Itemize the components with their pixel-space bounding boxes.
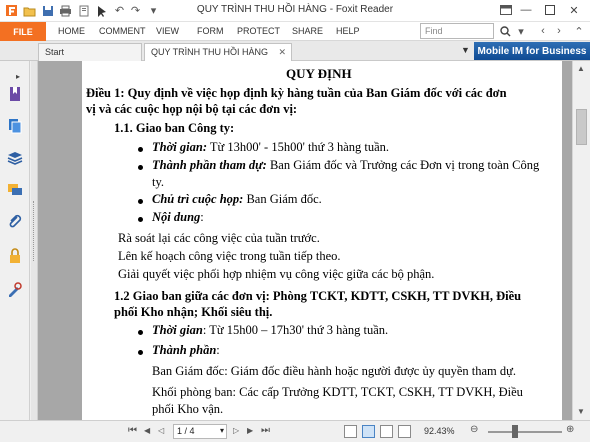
minimize-button[interactable]: —: [520, 4, 532, 16]
s2-line3: phối Kho vận.: [152, 402, 224, 416]
previous-page-icon[interactable]: ◀: [144, 426, 151, 435]
s1-time-value: Từ 13h00' - 15h00' thứ 3 hàng tuần.: [206, 140, 390, 154]
page-dropdown-icon[interactable]: ▾: [219, 426, 224, 435]
search-options-icon[interactable]: ▾: [518, 25, 524, 38]
document-tab-bar: [0, 41, 590, 61]
ribbon-menu: [0, 22, 590, 41]
window-title: QUY TRÌNH THU HỒI HÀNG - Foxit Reader: [196, 4, 394, 15]
facing-view-icon[interactable]: [380, 425, 393, 438]
s2-line2: Khối phòng ban: Các cấp Trưởng KDTT, TCKT, CSKH, TT DVKH, Điều: [152, 385, 523, 399]
s2-participants: [152, 342, 220, 359]
next-page-icon[interactable]: ▶: [247, 426, 254, 435]
close-button[interactable]: ✕: [569, 4, 579, 17]
next-result-icon[interactable]: ›: [557, 25, 561, 37]
s2-participants-label: Thành phần: [152, 343, 217, 357]
layers-icon[interactable]: [6, 149, 24, 167]
section1-heading: 1.1. Giao ban Công ty:: [114, 121, 235, 135]
find-input[interactable]: Find: [420, 23, 494, 39]
previous-result-icon[interactable]: ‹: [541, 25, 545, 37]
scrollbar-thumb[interactable]: [576, 109, 587, 145]
menu-help[interactable]: HELP: [336, 26, 360, 36]
next-view-icon[interactable]: ▷: [233, 426, 240, 435]
s1-content-label: Nội dung: [152, 210, 201, 224]
bullet-dot: [138, 330, 143, 335]
bullet-dot: [138, 217, 143, 222]
collapse-ribbon-icon[interactable]: ⌃: [574, 25, 584, 38]
article1-line2: vị và các cuộc họp nội bộ tại các đơn vị:: [86, 102, 298, 116]
pages-icon[interactable]: [6, 117, 24, 135]
s1-content-line3: Giải quyết việc phối hợp nhiệm vụ công việc giữa các bộ phận.: [118, 267, 435, 281]
s2-time-label: Thời gian: [152, 323, 203, 337]
title-bar: [0, 0, 590, 22]
s1-content-colon: :: [200, 210, 204, 224]
undo-icon[interactable]: ↶: [114, 5, 125, 17]
zoom-in-icon[interactable]: ⊕: [566, 424, 575, 435]
menu-form[interactable]: FORM: [197, 26, 224, 36]
section2-line2: phối Kho nhận; Khối siêu thị.: [114, 305, 273, 319]
status-bar: [0, 420, 590, 442]
s1-time: [152, 139, 389, 156]
menu-comment[interactable]: COMMENT: [99, 26, 146, 36]
panel-menu-icon[interactable]: ▸: [15, 71, 20, 81]
s1-participants-label: Thành phần tham dự:: [152, 158, 267, 172]
s1-participants-value2: ty.: [152, 175, 165, 189]
menu-protect[interactable]: PROTECT: [237, 26, 281, 36]
bullet-dot: [138, 199, 143, 204]
tab-start-label: Start: [45, 47, 65, 57]
previous-view-icon[interactable]: ◁: [158, 426, 165, 435]
scroll-up-icon[interactable]: ▲: [577, 64, 585, 73]
bullet-dot: [138, 147, 143, 152]
s2-time: [152, 322, 388, 339]
file-menu-button[interactable]: FILE: [0, 22, 46, 41]
bullet-dot: [138, 165, 143, 170]
s1-chair: [152, 191, 322, 208]
s2-line1: Ban Giám đốc: Giám đốc điều hành hoặc người được ủy quyền tham dự.: [152, 364, 517, 378]
comments-icon[interactable]: [6, 181, 24, 199]
last-page-icon[interactable]: ⏭: [261, 425, 270, 436]
s1-content: [152, 209, 204, 226]
restore-ribbon-icon[interactable]: [498, 2, 514, 18]
panel-splitter[interactable]: [31, 61, 38, 420]
zoom-slider[interactable]: [488, 431, 562, 433]
scroll-down-icon[interactable]: ▼: [577, 407, 585, 416]
document-viewport[interactable]: [38, 61, 572, 420]
search-icon[interactable]: [498, 24, 512, 38]
s1-content-line2: Lên kế hoạch công việc trong tuần tiếp theo.: [118, 249, 341, 263]
vertical-scrollbar[interactable]: [572, 61, 590, 420]
maximize-button[interactable]: [542, 2, 558, 18]
s1-time-label: Thời gian:: [152, 140, 207, 154]
s1-chair-value: Ban Giám đốc.: [243, 192, 322, 206]
redo-icon[interactable]: ↷: [130, 5, 141, 17]
continuous-view-icon[interactable]: [362, 425, 375, 438]
zoom-slider-knob[interactable]: [512, 425, 518, 438]
s2-time-value: : Từ 15h00 – 17h30' thứ 3 hàng tuần.: [202, 323, 389, 337]
tab-start[interactable]: [38, 43, 142, 61]
signature-icon[interactable]: [6, 281, 24, 299]
single-page-view-icon[interactable]: [344, 425, 357, 438]
continuous-facing-view-icon[interactable]: [398, 425, 411, 438]
security-lock-icon[interactable]: [6, 247, 24, 265]
page-indicator: 1 / 4: [177, 426, 195, 436]
tab-list-dropdown-icon[interactable]: ▼: [461, 45, 470, 55]
menu-home[interactable]: HOME: [58, 26, 85, 36]
attachment-icon[interactable]: [6, 213, 24, 231]
quick-access-dropdown-icon[interactable]: ▾: [150, 5, 157, 17]
section2-line1: 1.2 Giao ban giữa các đơn vị: Phòng TCKT, KDTT, CSKH, TT DVKH, Điều: [114, 289, 522, 303]
menu-share[interactable]: SHARE: [292, 26, 324, 36]
pdf-page: [82, 61, 562, 420]
s1-participants: [152, 157, 539, 174]
article1-line1: Điều 1: Quy định về việc họp định kỳ hàng tuần của Ban Giám đốc với các đơn: [86, 86, 507, 100]
s2-participants-colon: :: [216, 343, 220, 357]
s1-participants-value: Ban Giám đốc và Trưởng các Đơn vị trong toàn Công: [266, 158, 540, 172]
ad-banner[interactable]: Mobile IM for Business: [474, 42, 590, 60]
tab-close-icon[interactable]: ✕: [278, 47, 286, 57]
tab-document-label: QUY TRÌNH THU HỒI HÀNG: [151, 47, 269, 57]
tab-document[interactable]: [144, 43, 292, 61]
s1-chair-label: Chủ trì cuộc họp:: [152, 192, 244, 206]
bookmark-icon[interactable]: [6, 85, 24, 103]
zoom-out-icon[interactable]: ⊖: [470, 424, 479, 435]
first-page-icon[interactable]: ⏮: [128, 425, 137, 436]
zoom-level[interactable]: 92.43%: [424, 426, 455, 436]
doc-heading: QUY ĐỊNH: [286, 66, 352, 81]
page-number-field[interactable]: [173, 424, 227, 439]
navigation-panel: [0, 61, 30, 420]
menu-view[interactable]: VIEW: [156, 26, 180, 36]
s1-content-line1: Rà soát lại các công việc của tuần trước.: [118, 231, 320, 245]
bullet-dot: [138, 350, 143, 355]
